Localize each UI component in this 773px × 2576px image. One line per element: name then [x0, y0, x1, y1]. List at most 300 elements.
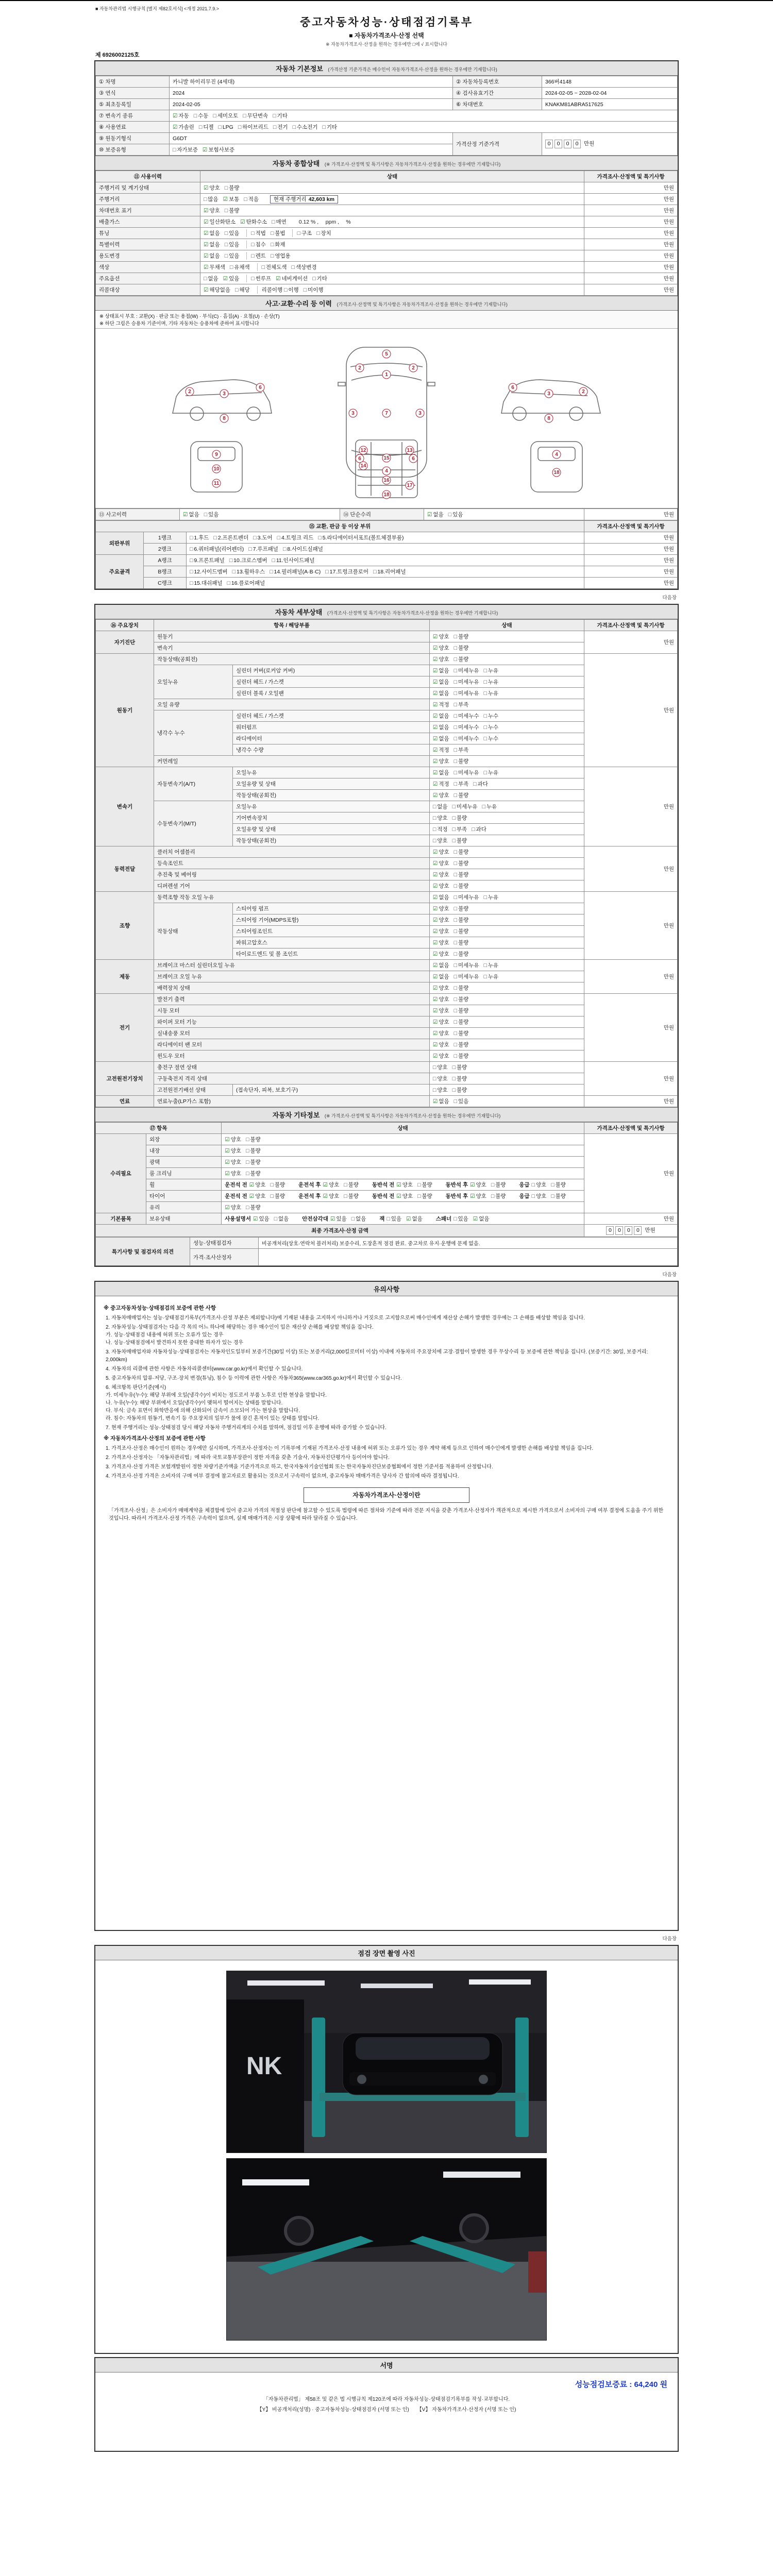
checkbox-option[interactable]: □ 불량: [224, 208, 240, 214]
table-row: [96, 521, 678, 532]
checkbox-option[interactable]: □ 기타: [273, 113, 288, 119]
svg-text:16: 16: [383, 478, 390, 483]
check-group: [396, 1182, 436, 1188]
check-group: [204, 287, 255, 293]
table-row: [96, 239, 678, 250]
checkbox-option[interactable]: ☑ 양호: [432, 634, 449, 640]
checkbox-option[interactable]: □ 있음: [224, 242, 240, 248]
checkbox-option[interactable]: □ 불량: [245, 1148, 261, 1154]
svg-text:8: 8: [547, 416, 550, 421]
col-header: ⑪ 사용이력: [96, 171, 200, 182]
car-diagram-svg: [155, 331, 618, 503]
diagram-part-number: [409, 454, 417, 463]
checkbox-option[interactable]: □ 썬루프: [251, 276, 272, 282]
checkbox-option[interactable]: ☑ 양호: [396, 1193, 413, 1199]
checkbox-option[interactable]: □ 미세누유: [453, 668, 479, 674]
checkbox-option[interactable]: □ 미세누유: [453, 894, 479, 901]
checkbox-option[interactable]: □ 구조: [297, 230, 312, 236]
item-label: 충전구 절연 상태: [154, 1062, 430, 1073]
basics-cells: [222, 1213, 584, 1225]
checkbox-option[interactable]: □ 11.인사이드패널: [272, 557, 315, 564]
checkbox-option[interactable]: □ 8.사이드실패널: [282, 546, 323, 552]
checkbox-option[interactable]: □ 불량: [453, 792, 469, 799]
checkbox-option[interactable]: □ 6.쿼터패널(리어펜더): [190, 546, 244, 552]
checkbox-option[interactable]: □ 미세누수: [453, 713, 479, 719]
checkbox-option[interactable]: □ 과다: [473, 781, 488, 787]
checkbox-option[interactable]: ☑ 양호: [225, 1148, 241, 1154]
checkbox-option[interactable]: ☑ 양호: [432, 1042, 449, 1048]
item-label: 발전기 출력: [154, 994, 430, 1005]
checkbox-option[interactable]: □ 불량: [453, 1008, 469, 1014]
item-label: 커먼레일: [154, 756, 430, 767]
checkbox-option[interactable]: □ 불량: [270, 1193, 285, 1199]
checkbox-option[interactable]: □ 미세누유: [453, 690, 479, 697]
checkbox-option[interactable]: □ 적법: [251, 230, 266, 236]
checkbox-option[interactable]: ☑ 없음: [432, 962, 449, 969]
checkbox-option[interactable]: ☑ 없음: [432, 668, 449, 674]
checkbox-option[interactable]: □ 양호: [432, 815, 448, 821]
checkbox-option[interactable]: □ 무단변속: [243, 113, 268, 119]
diagram-part-number: [356, 364, 364, 372]
checkbox-option[interactable]: □ 침수: [251, 242, 266, 248]
checkbox-option[interactable]: □ 부족: [453, 747, 469, 753]
checkbox-option[interactable]: □ 불량: [453, 1042, 469, 1048]
basic-item: 사용설명서 ☑ 있음 □ 없음: [225, 1215, 293, 1223]
checkbox-option[interactable]: □ 양호: [432, 1064, 448, 1071]
checkbox-option[interactable]: ☑ 양호: [432, 1053, 449, 1059]
checkbox-option[interactable]: □ 적정: [432, 826, 448, 833]
checkbox-option[interactable]: ☑ 양호: [432, 996, 449, 1003]
year-value: 2024: [170, 88, 453, 99]
checkbox-option[interactable]: □ 없음: [274, 1216, 289, 1222]
checkbox-option[interactable]: □ 7.루프패널: [248, 546, 278, 552]
checkbox-option[interactable]: □ 부족: [453, 702, 469, 708]
table-row: [96, 1213, 678, 1225]
checkbox-option[interactable]: □ 불량: [453, 1053, 469, 1059]
checkbox-option[interactable]: ☑ 가솔린: [173, 124, 194, 130]
checkbox-option[interactable]: ☑ 없음: [204, 253, 220, 259]
svg-text:13: 13: [407, 448, 413, 453]
checkbox-option[interactable]: □ 장치: [316, 230, 331, 236]
checkbox-option[interactable]: □ 누수: [483, 713, 499, 719]
notice-item: 7. 현재 주행거리는 성능·상태점검 당시 해당 자동차 주행거리계의 수치를 말하며, 점검일 이후 운행에 따라 증가할 수 있습니다.: [106, 1425, 386, 1431]
row-label: 주행거리: [96, 194, 200, 205]
checkbox-option[interactable]: □ 13.휠하우스: [232, 569, 265, 575]
opinion-label: 특기사항 및 점검자의 의견: [96, 1238, 190, 1266]
check-group: [246, 229, 290, 237]
checkbox-option[interactable]: □ 불량: [452, 1076, 467, 1082]
checkbox-option[interactable]: □ 불량: [453, 849, 469, 855]
diagram-part-number: [220, 414, 228, 422]
checkbox-option[interactable]: □ 누유: [483, 962, 499, 969]
checkbox-option[interactable]: ☑ 양호: [432, 940, 449, 946]
checkbox-option[interactable]: □ 불량: [453, 758, 469, 765]
table-row: [96, 122, 678, 133]
price-select-label[interactable]: ■ 자동차가격조사·산정 선택: [349, 32, 424, 39]
checkbox-option[interactable]: ☑ 양호: [432, 792, 449, 799]
checkbox-option[interactable]: □ 색상변경: [291, 264, 317, 270]
checkbox-option[interactable]: ☑ 양호: [432, 849, 449, 855]
checkbox-option[interactable]: □ 하이브리드: [238, 124, 268, 130]
table-row: [96, 171, 678, 182]
item-label: 자동변속기(A/T): [154, 767, 233, 801]
checkbox-option[interactable]: ☑ 없음: [432, 736, 449, 742]
check-group: [429, 699, 584, 710]
field-label: ④ 검사유효기간: [453, 88, 542, 99]
checkbox-option[interactable]: □ 누유: [483, 668, 499, 674]
checkbox-option[interactable]: □ 미세누수: [453, 736, 479, 742]
checkbox-option[interactable]: □ 누유: [483, 974, 499, 980]
checkbox-option[interactable]: □ 불량: [453, 1030, 469, 1037]
checkbox-option[interactable]: ☑ 양호: [432, 917, 449, 923]
checkbox-option[interactable]: □ 기타: [322, 124, 338, 130]
checkbox-option[interactable]: ☑ 양호: [204, 208, 220, 214]
checkbox-option[interactable]: □ 불량: [224, 185, 240, 191]
checkbox-option[interactable]: □ 있음: [386, 1216, 402, 1222]
checkbox-option[interactable]: ☑ 보험사보증: [202, 147, 235, 153]
checkbox-option[interactable]: □ 유채색: [229, 264, 250, 270]
checkbox-option[interactable]: ☑ 양호: [225, 1159, 241, 1165]
checkbox-option[interactable]: ☑ 양호: [432, 645, 449, 651]
checkbox-option[interactable]: □ 15.대쉬패널: [190, 580, 223, 586]
checkbox-option[interactable]: □ 불량: [453, 985, 469, 991]
checkbox-option[interactable]: ☑ 무채색: [204, 264, 225, 270]
checkbox-option[interactable]: □ 영업용: [270, 253, 291, 259]
checkbox-option[interactable]: □ 불량: [452, 1064, 467, 1071]
checkbox-option[interactable]: □ 12.사이드멤버: [190, 569, 228, 575]
checkbox-option[interactable]: □ 이행: [284, 287, 299, 293]
checkbox-option[interactable]: □ 누유: [482, 804, 497, 810]
checkbox-option[interactable]: ☑ 양호: [432, 1030, 449, 1037]
checkbox-option[interactable]: ☑ 없음: [183, 512, 199, 518]
checkbox-option[interactable]: □ 화재: [270, 242, 285, 248]
checkbox-option[interactable]: ☑ 없음: [432, 679, 449, 685]
diagram-part-number: [382, 467, 391, 475]
checkbox-option[interactable]: □ 있음: [453, 1098, 469, 1105]
basics-group-label: 기본품목: [96, 1213, 146, 1225]
checkbox-option[interactable]: □ 불량: [453, 645, 469, 651]
repair-label: ⑭ 단순수리: [340, 509, 424, 520]
svg-text:4: 4: [555, 452, 558, 457]
checkbox-option[interactable]: ☑ 적정: [432, 747, 449, 753]
checkbox-option[interactable]: ☑ 양호: [432, 872, 449, 878]
checkbox-option[interactable]: ☑ 양호: [432, 883, 449, 889]
checkbox-option[interactable]: □ 누유: [483, 770, 499, 776]
checkbox-option[interactable]: □ 미세누유: [453, 770, 479, 776]
checkbox-option[interactable]: ☑ 보통: [223, 196, 240, 202]
checkbox-option[interactable]: ☑ 없음: [432, 894, 449, 901]
subitem-label: 스티어링 기어(MDPS포함): [233, 914, 430, 926]
checkbox-option[interactable]: □ 있음: [224, 230, 240, 236]
svg-text:12: 12: [360, 448, 366, 453]
check-group: [180, 509, 340, 520]
checkbox-option[interactable]: □ 기타: [312, 276, 327, 282]
checkbox-option[interactable]: □ 자가보증: [173, 147, 198, 153]
checkbox-option[interactable]: □ 불량: [453, 634, 469, 640]
checkbox-option[interactable]: □ 있음: [453, 1216, 468, 1222]
special-history-cell: [200, 239, 584, 250]
checkbox-option[interactable]: ☑ 있음: [253, 1216, 270, 1222]
checkbox-option[interactable]: □ 전체도색: [261, 264, 287, 270]
checkbox-option[interactable]: ☑ 해당없음: [204, 287, 230, 293]
checkbox-option[interactable]: □ 양호: [432, 1076, 448, 1082]
check-group: [246, 252, 295, 260]
checkbox-option[interactable]: □ 세미오토: [213, 113, 239, 119]
check-group: [204, 219, 291, 225]
price-cell: 만원: [584, 654, 678, 767]
final-price-digits: [606, 1227, 643, 1233]
checkbox-option[interactable]: ☑ 양호: [396, 1182, 413, 1188]
checkbox-option[interactable]: ☑ 없음: [432, 713, 449, 719]
checkbox-option[interactable]: ☑ 자동: [173, 113, 189, 119]
subitem-label: 스티어링 펌프: [233, 903, 430, 914]
sign-box: [94, 2357, 679, 2452]
checkbox-option[interactable]: ☑ 없음: [204, 242, 220, 248]
checkbox-option[interactable]: □ 미세누유: [453, 962, 479, 969]
checkbox-option[interactable]: □ 양호: [531, 1193, 547, 1199]
checkbox-option[interactable]: □ 불량: [453, 928, 469, 935]
page1-box: [94, 60, 679, 590]
rank-label: B랭크: [144, 566, 187, 578]
row-label: 특별이력: [96, 239, 200, 250]
checkbox-option[interactable]: ☑ 양호: [432, 906, 449, 912]
checkbox-option[interactable]: □ 불량: [453, 951, 469, 957]
checkbox-option[interactable]: □ 1.후드: [190, 535, 209, 541]
checkbox-option[interactable]: □ 렌트: [251, 253, 266, 259]
check-group: [187, 566, 584, 578]
price-cell: 만원: [584, 205, 678, 216]
field-label: ⑨ 원동기형식: [96, 133, 170, 144]
checkbox-option[interactable]: □ 불량: [491, 1193, 506, 1199]
photos-header: 점검 장면 촬영 사진: [95, 1946, 678, 1960]
checkbox-option[interactable]: □ 누수: [483, 724, 499, 731]
checkbox-option[interactable]: ☑ 양호: [432, 985, 449, 991]
final-price-value: [584, 1225, 678, 1237]
checkbox-option[interactable]: ☑ 양호: [323, 1193, 340, 1199]
checkbox-option[interactable]: ☑ 적정: [432, 702, 449, 708]
checkbox-option[interactable]: □ 4.트렁크 리드: [277, 535, 314, 541]
checkbox-option[interactable]: □ 양호: [432, 838, 448, 844]
checkbox-option[interactable]: □ 있음: [204, 512, 219, 518]
svg-text:1: 1: [385, 372, 388, 378]
checkbox-option[interactable]: □ 불량: [452, 838, 467, 844]
checkbox-option[interactable]: □ 없음: [351, 1216, 366, 1222]
check-group: [429, 846, 584, 858]
checkbox-option[interactable]: ☑ 없음: [432, 690, 449, 697]
check-group: [429, 914, 584, 926]
checkbox-option[interactable]: □ 17.트렁크플로어: [325, 569, 369, 575]
item-label: 동력조향 작동 오일 누유: [154, 892, 430, 903]
checkbox-option[interactable]: ☑ 없음: [473, 1216, 490, 1222]
checkbox-option[interactable]: □ 불량: [551, 1182, 566, 1188]
checkbox-option[interactable]: □ 불량: [453, 1019, 469, 1025]
checkbox-option[interactable]: □ LPG: [218, 124, 233, 130]
checkbox-option[interactable]: □ 불량: [245, 1205, 261, 1211]
checkbox-option[interactable]: ☑ 탄화수소: [240, 219, 267, 225]
checkbox-option[interactable]: ☑ 양호: [432, 860, 449, 867]
checkbox-option[interactable]: □ 있음: [448, 512, 463, 518]
checkbox-option[interactable]: ☑ 있음: [330, 1216, 347, 1222]
checkbox-option[interactable]: □ 과다: [472, 826, 486, 833]
checkbox-option[interactable]: ☑ 있음: [223, 276, 240, 282]
checkbox-option[interactable]: □ 불량: [270, 1182, 285, 1188]
checkbox-option[interactable]: □ 16.플로어패널: [227, 580, 265, 586]
checkbox-option[interactable]: ☑ 양호: [432, 1019, 449, 1025]
checkbox-option[interactable]: □ 없음: [204, 276, 219, 282]
checkbox-option[interactable]: ☑ 없음: [204, 230, 220, 236]
tire-pos: 동반석 전 ☑ 양호 □ 불량: [372, 1192, 437, 1200]
checkbox-option[interactable]: ☑ 양호: [470, 1182, 486, 1188]
checkbox-option[interactable]: ☑ 양호: [470, 1193, 486, 1199]
checkbox-option[interactable]: □ 수동: [193, 113, 209, 119]
checkbox-option[interactable]: □ 누수: [483, 736, 499, 742]
checkbox-option[interactable]: □ 해당: [235, 287, 250, 293]
emission-cell: [200, 216, 584, 228]
checkbox-option[interactable]: ☑ 일산화탄소: [204, 219, 236, 225]
checkbox-option[interactable]: ☑ 양호: [432, 656, 449, 663]
checkbox-option[interactable]: □ 2.프론트펜더: [213, 535, 249, 541]
checkbox-option[interactable]: □ 불량: [453, 940, 469, 946]
checkbox-option[interactable]: □ 전기: [273, 124, 288, 130]
checkbox-option[interactable]: □ 불량: [453, 883, 469, 889]
checkbox-option[interactable]: ☑ 없음: [427, 512, 444, 518]
check-group: [429, 1028, 584, 1039]
checkbox-option[interactable]: □ 불량: [417, 1182, 432, 1188]
checkbox-option[interactable]: □ 불량: [344, 1193, 359, 1199]
checkbox-option[interactable]: □ 불량: [417, 1193, 432, 1199]
diagram-part-number: [356, 454, 364, 463]
checkbox-option[interactable]: □ 매연: [272, 219, 287, 225]
check-group: [284, 287, 328, 293]
checkbox-option[interactable]: ☑ 양호: [249, 1182, 266, 1188]
checkbox-option[interactable]: □ 미이행: [303, 287, 324, 293]
checkbox-option[interactable]: □ 불량: [452, 1087, 467, 1093]
checkbox-option[interactable]: □ 미세누유: [452, 804, 478, 810]
checkbox-option[interactable]: □ 불량: [453, 917, 469, 923]
checkbox-option[interactable]: ☑ 양호: [432, 1008, 449, 1014]
checkbox-option[interactable]: □ 불량: [245, 1159, 261, 1165]
checkbox-option[interactable]: □ 누유: [483, 894, 499, 901]
price-cell: 만원: [584, 228, 678, 239]
diagram-part-number: [212, 450, 221, 459]
checkbox-option[interactable]: ☑ 없음: [406, 1216, 423, 1222]
table-row: [96, 182, 678, 194]
checkbox-option[interactable]: □ 18.리어패널: [373, 569, 406, 575]
checkbox-option[interactable]: □ 부족: [453, 781, 469, 787]
checkbox-option[interactable]: ☑ 적정: [432, 781, 449, 787]
checkbox-option[interactable]: □ 불량: [453, 860, 469, 867]
svg-text:3: 3: [223, 391, 226, 397]
check-group: [253, 1216, 293, 1222]
svg-text:14: 14: [360, 463, 366, 469]
table-row: [96, 1123, 678, 1134]
checkbox-option[interactable]: ☑ 없음: [432, 724, 449, 731]
checkbox-option[interactable]: □ 미세누유: [453, 974, 479, 980]
price-cell: 만원: [584, 182, 678, 194]
checkbox-option[interactable]: ☑ 양호: [432, 928, 449, 935]
checkbox-option[interactable]: □ 불량: [453, 872, 469, 878]
checkbox-option[interactable]: □ 14.필러패널(A·B·C): [270, 569, 321, 575]
price-cell: 만원: [584, 994, 678, 1062]
notice-item: 4. 자동차의 리콜에 관한 사항은 자동차리콜센터(www.car.go.kr)에서 확인할 수 있습니다.: [106, 1366, 303, 1372]
item-label: 원동기: [154, 631, 430, 642]
checkbox-option[interactable]: □ 누유: [483, 690, 499, 697]
checkbox-option[interactable]: □ 많음: [204, 196, 219, 202]
checkbox-option[interactable]: ☑ 양호: [225, 1205, 241, 1211]
checkbox-option[interactable]: ☑ 없음: [432, 770, 449, 776]
checkbox-option[interactable]: □ 디젤: [198, 124, 214, 130]
checkbox-option[interactable]: □ 있음: [224, 253, 240, 259]
checkbox-option[interactable]: ☑ 네비게이션: [276, 276, 308, 282]
checkbox-option[interactable]: □ 누유: [483, 679, 499, 685]
table-row: [96, 555, 678, 566]
checkbox-option[interactable]: □ 불량: [245, 1171, 261, 1177]
checkbox-option[interactable]: □ 양호: [531, 1182, 547, 1188]
checkbox-option[interactable]: ☑ 양호: [204, 185, 220, 191]
check-group: [222, 1157, 584, 1168]
repair-group-label: 수리필요: [96, 1134, 146, 1213]
check-group: [429, 790, 584, 801]
checkbox-option[interactable]: □ 불량: [453, 906, 469, 912]
price-definition-text: 「가격조사·산정」은 소비자가 매매계약을 체결함에 있어 중고차 가격의 적절성 판단에 참고할 수 있도록 법령에 따른 절차와 기준에 따라 전문 지식을 갖춘 가격조사·산정자가 객관적으로 제시한 가격으로서 소비자의 구매 여부 결정에 도움을 주기 위한 것입니다. 따라서 가격조사·산정 가격은 구속력이 없으며, 실제 매매가격은 시장 상황에 따라 달라질 수 있습니다.: [109, 1507, 664, 1521]
checkbox-option[interactable]: □ 불량: [453, 656, 469, 663]
checkbox-option[interactable]: □ 양호: [432, 1087, 448, 1093]
checkbox-option[interactable]: □ 불량: [453, 996, 469, 1003]
checkbox-option[interactable]: □ 불량: [245, 1137, 261, 1143]
item-label: 브레이크 오일 누유: [154, 971, 430, 982]
checkbox-option[interactable]: □ 5.라디에이터서포트(볼트체결부품): [318, 535, 404, 541]
svg-text:6: 6: [358, 456, 361, 462]
checkbox-option[interactable]: ☑ 양호: [432, 758, 449, 765]
check-group: [429, 960, 584, 971]
checkbox-option[interactable]: □ 부족: [452, 826, 467, 833]
checkbox-option[interactable]: ☑ 없음: [432, 974, 449, 980]
checkbox-option[interactable]: ☑ 양호: [432, 951, 449, 957]
checkbox-option[interactable]: □ 수소전기: [292, 124, 318, 130]
emission-values: 0.12 % , ppm , %: [298, 219, 351, 225]
svg-text:4: 4: [385, 468, 388, 474]
etc-table: [95, 1122, 678, 1237]
checkbox-option[interactable]: □ 불량: [344, 1182, 359, 1188]
checkbox-option[interactable]: ☑ 양호: [249, 1193, 266, 1199]
legend-line-2: ※ 하단 그림은 승용차 기준이며, 기타 자동차는 승용차에 준하여 표시합니다: [99, 321, 259, 327]
section-comprehensive-header: [95, 156, 678, 171]
options-cell: [200, 273, 584, 284]
checkbox-option[interactable]: □ 없음: [432, 804, 448, 810]
checkbox-option[interactable]: □ 미세누유: [453, 679, 479, 685]
table-row: [96, 1225, 678, 1237]
checkbox-option[interactable]: □ 불법: [270, 230, 285, 236]
svg-text:10: 10: [213, 466, 220, 472]
checkbox-option[interactable]: ☑ 양호: [225, 1171, 241, 1177]
checkbox-option[interactable]: ☑ 없음: [432, 1098, 449, 1105]
diagram-part-number: [545, 389, 553, 398]
odometer-box: [270, 195, 338, 204]
checkbox-option[interactable]: □ 미세누수: [453, 724, 479, 731]
checkbox-option[interactable]: □ 3.도어: [253, 535, 273, 541]
wheel-pos: 동반석 후 ☑ 양호 □ 불량: [446, 1181, 511, 1189]
checkbox-option[interactable]: □ 불량: [452, 815, 467, 821]
checkbox-option[interactable]: □ 불량: [491, 1182, 506, 1188]
checkbox-option[interactable]: ☑ 양호: [323, 1182, 340, 1188]
checkbox-option[interactable]: ☑ 양호: [225, 1137, 241, 1143]
page2-box: [94, 604, 679, 1267]
checkbox-option[interactable]: □ 적음: [244, 196, 259, 202]
checkbox-option[interactable]: □ 9.프론트패널: [190, 557, 225, 564]
checkbox-option[interactable]: □ 10.크로스멤버: [229, 557, 267, 564]
checkbox-option[interactable]: □ 불량: [551, 1193, 566, 1199]
price-cell: 만원: [584, 273, 678, 284]
